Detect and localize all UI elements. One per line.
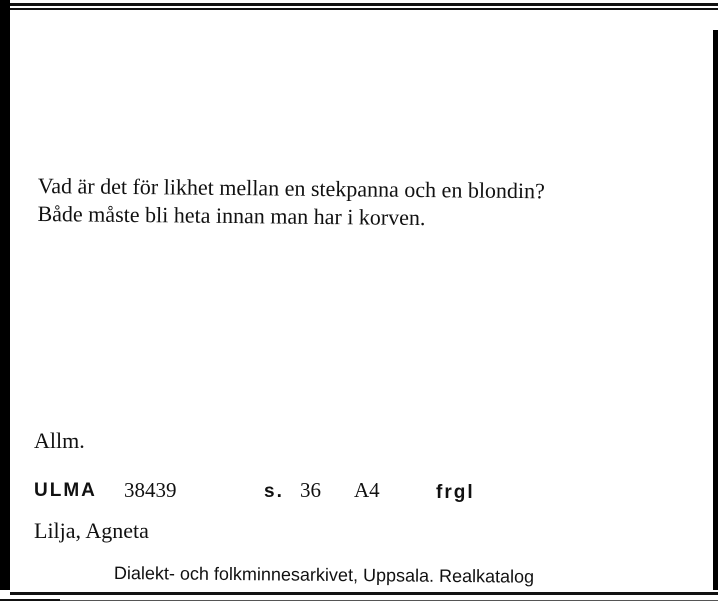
top-border-line <box>0 8 718 10</box>
page-label: s. <box>264 481 284 502</box>
page-number: 36 <box>300 478 321 502</box>
bottom-border-line <box>60 600 718 601</box>
reference-row <box>34 478 714 508</box>
archive-footer: Dialekt- och folkminnesarkivet, Uppsala. Realkatalog <box>113 563 535 587</box>
bottom-border-line <box>10 592 718 595</box>
card-left-edge <box>0 0 10 604</box>
genre-code: frgl <box>436 482 475 503</box>
category-label: Allm. <box>34 428 85 453</box>
catalog-card <box>10 12 713 590</box>
bottom-border-line <box>0 599 60 601</box>
top-border-line <box>0 3 718 6</box>
record-number: 38439 <box>124 478 177 502</box>
paper-format: A4 <box>354 478 380 502</box>
riddle-question: Vad är det för likhet mellan en stekpanna och en blondin? <box>37 172 546 204</box>
riddle-answer: Både måste bli heta innan man har i korven. <box>37 200 426 231</box>
card-bottom-border <box>0 590 718 604</box>
riddle-text <box>37 172 678 235</box>
archive-code: ULMA <box>34 480 97 501</box>
card-top-border <box>0 0 718 12</box>
collector-name: Lilja, Agneta <box>34 518 149 543</box>
